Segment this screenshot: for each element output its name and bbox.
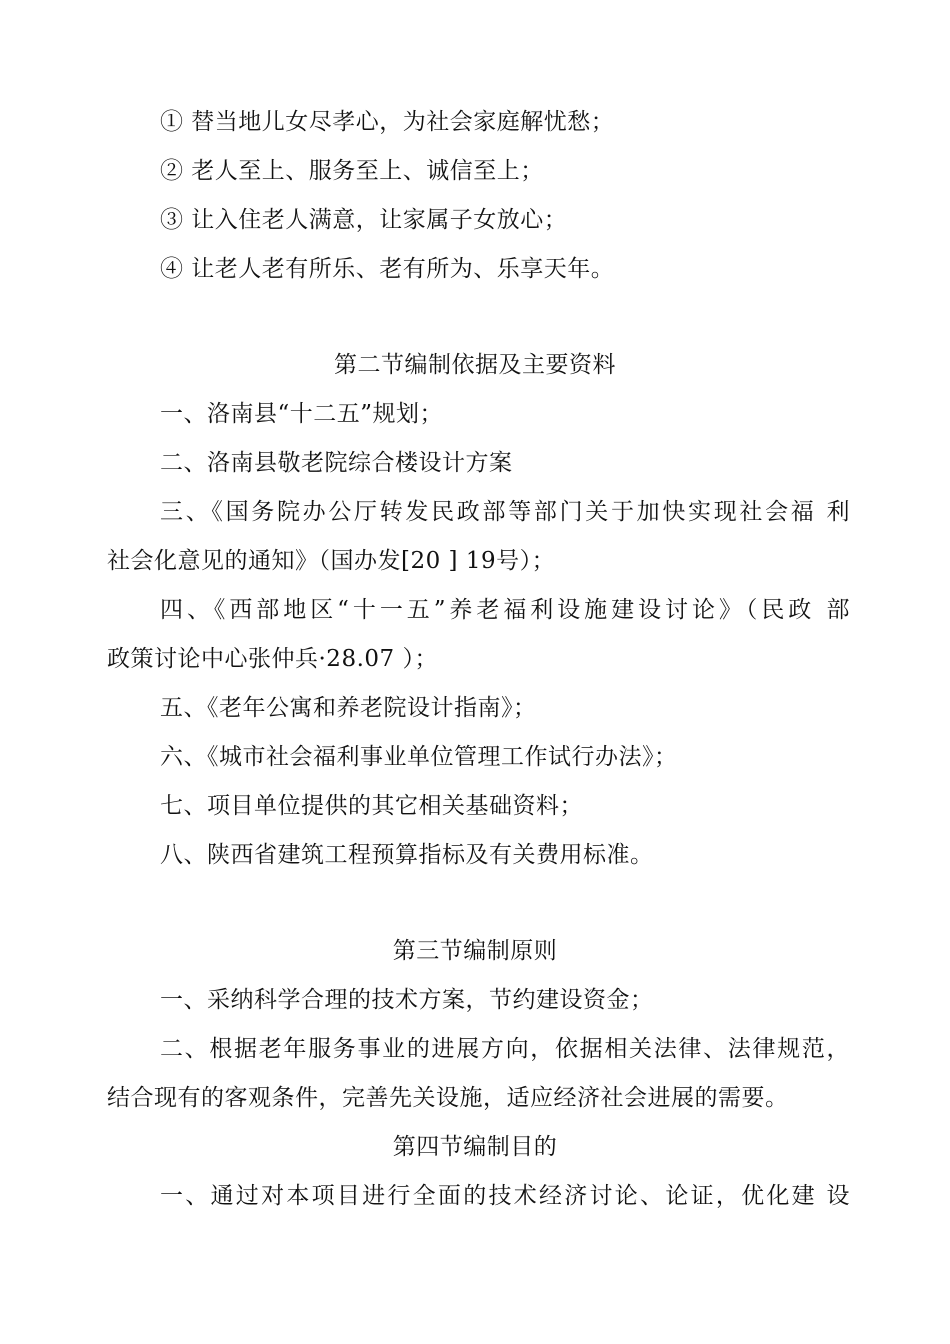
paragraph-line: 五、《老年公寓和养老院设计指南》； [160, 695, 537, 721]
list-item: ③ 让入住老人满意，让家属子女放心； [160, 207, 568, 233]
paragraph-line: 四、《西部地区“十一五”养老福利设施建设讨论》（民政 部 [160, 597, 850, 623]
paragraph-line: 二、根据老年服务事业的进展方向，依据相关法律、法律规范， [160, 1036, 850, 1062]
list-item: ① 替当地儿女尽孝心，为社会家庭解忧愁； [160, 109, 615, 135]
paragraph-line: 二、洛南县敬老院综合楼设计方案 [160, 450, 513, 476]
paragraph-line: 七、项目单位提供的其它相关基础资料； [160, 793, 583, 819]
paragraph-line: 一、采纳科学合理的技术方案，节约建设资金； [160, 987, 654, 1013]
paragraph-line: 三、《国务院办公厅转发民政部等部门关于加快实现社会福 利 [160, 499, 850, 525]
paragraph-line: 六、《城市社会福利事业单位管理工作试行办法》； [160, 744, 678, 770]
paragraph-line: 一、洛南县“十二五”规划； [160, 401, 444, 427]
section-heading: 第三节编制原则 [392, 938, 558, 964]
section-heading: 第四节编制目的 [392, 1134, 558, 1160]
paragraph-line: 政策讨论中心张仲兵·28.07 ）； [107, 646, 438, 672]
paragraph-line: 社会化意见的通知》（国办发[20 ] 19号）； [107, 548, 556, 574]
section-heading: 第二节编制依据及主要资料 [334, 352, 616, 378]
list-item: ② 老人至上、服务至上、诚信至上； [160, 158, 544, 184]
list-item: ④ 让老人老有所乐、老有所为、乐享天年。 [160, 256, 615, 282]
paragraph-line: 八、陕西省建筑工程预算指标及有关费用标准。 [160, 842, 654, 868]
paragraph-line: 一、通过对本项目进行全面的技术经济讨论、论证，优化建 设 [160, 1183, 850, 1209]
paragraph-line: 结合现有的客观条件，完善先关设施，适应经济社会进展的需要。 [107, 1085, 789, 1111]
